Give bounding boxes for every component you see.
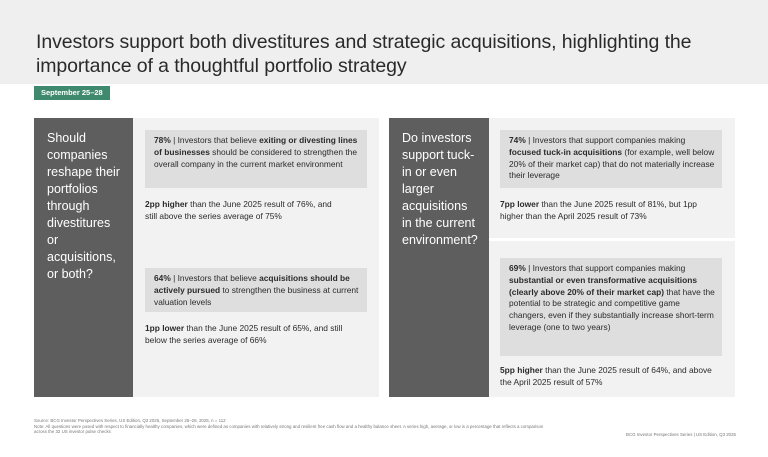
note-bold: 7pp lower [500,199,540,209]
note-bold: 5pp higher [500,365,543,375]
stat-tail: to strengthen the business at current valuation levels [154,284,359,307]
stat-lead: Investors that support companies making [532,135,686,145]
footer-source: Source: BCG Investor Perspectives Series, US Edition, Q3 2025, September 25–28, 2025, n = 112 [34,418,226,423]
stat-bold: acquisitions should be actively pursued [154,273,350,295]
stat-pct: 74% [509,135,526,145]
stat-sep: | [170,135,178,145]
comparison-note-transformative [500,365,715,389]
stat-lead: Investors that believe [177,273,260,283]
stat-pct: 78% [154,135,171,145]
comparison-note-divest [145,199,345,223]
note-bold: 2pp higher [145,199,188,209]
footer-right: BCG Investor Perspectives Series | US Edition, Q3 2025 [626,432,736,437]
note-bold: 1pp lower [145,323,185,333]
question-text-right: Do investors support tuck-in or even larger acquisitions in the current environment? [402,131,478,247]
stat-sep: | [170,273,178,283]
stat-card-acquire [145,268,367,312]
question-box-right [389,118,489,397]
stat-sep: | [525,135,533,145]
stat-card-transformative [500,258,722,356]
stat-lead: Investors that believe [177,135,260,145]
stat-sep: | [525,263,533,273]
footer-note: Note: All questions were posed with respect to financially healthy companies, which were defined as companies with relatively strong and resilient free cash flow and a healthy balance sheet. A series high, average, or low is a percentage that reflects a comparison across the 32 US investor pulse checks [34,424,544,435]
comparison-note-tuck-in [500,199,715,223]
question-text-left: Should companies reshape their portfolios through divestitures or acquisitions, or both? [47,131,120,281]
panel-divider [489,238,735,241]
stat-tail: should be considered to strengthen the overall company in the current market environment [154,146,357,169]
note-tail: than the June 2025 result of 65%, and still below the series average of 66% [145,323,343,345]
note-tail: than the June 2025 result of 81%, but 1pp higher than the April 2025 result of 73% [500,199,697,221]
stat-lead: Investors that support companies making [532,263,686,273]
date-badge: September 25–28 [34,86,110,100]
stat-bold: exiting or divesting lines of businesses [154,135,358,157]
stat-bold: focused tuck-in acquisitions [509,146,623,157]
stat-tail: that have the potential to be strategic and competitive game changers, even if they substantially increase short-term leverage (one to two years) [509,286,715,332]
stat-pct: 64% [154,273,171,283]
stat-bold: substantial or even transformative acquisitions (clearly above 20% of their market cap) [509,274,698,297]
stat-tail: (for example, well below 20% of their market cap) that do not materially increase their leverage [509,146,715,181]
note-tail: than the June 2025 result of 64%, and above the April 2025 result of 57% [500,365,712,387]
question-box-left [34,118,133,397]
page-title: Investors support both divestitures and strategic acquisitions, highlighting the importance of a thoughtful portfolio strategy [36,31,692,77]
comparison-note-acquire [145,323,360,347]
stat-card-divest [145,130,367,188]
stat-pct: 69% [509,263,526,273]
stat-card-tuck-in [500,130,722,188]
note-tail: than the June 2025 result of 76%, and still above the series average of 75% [145,199,332,221]
